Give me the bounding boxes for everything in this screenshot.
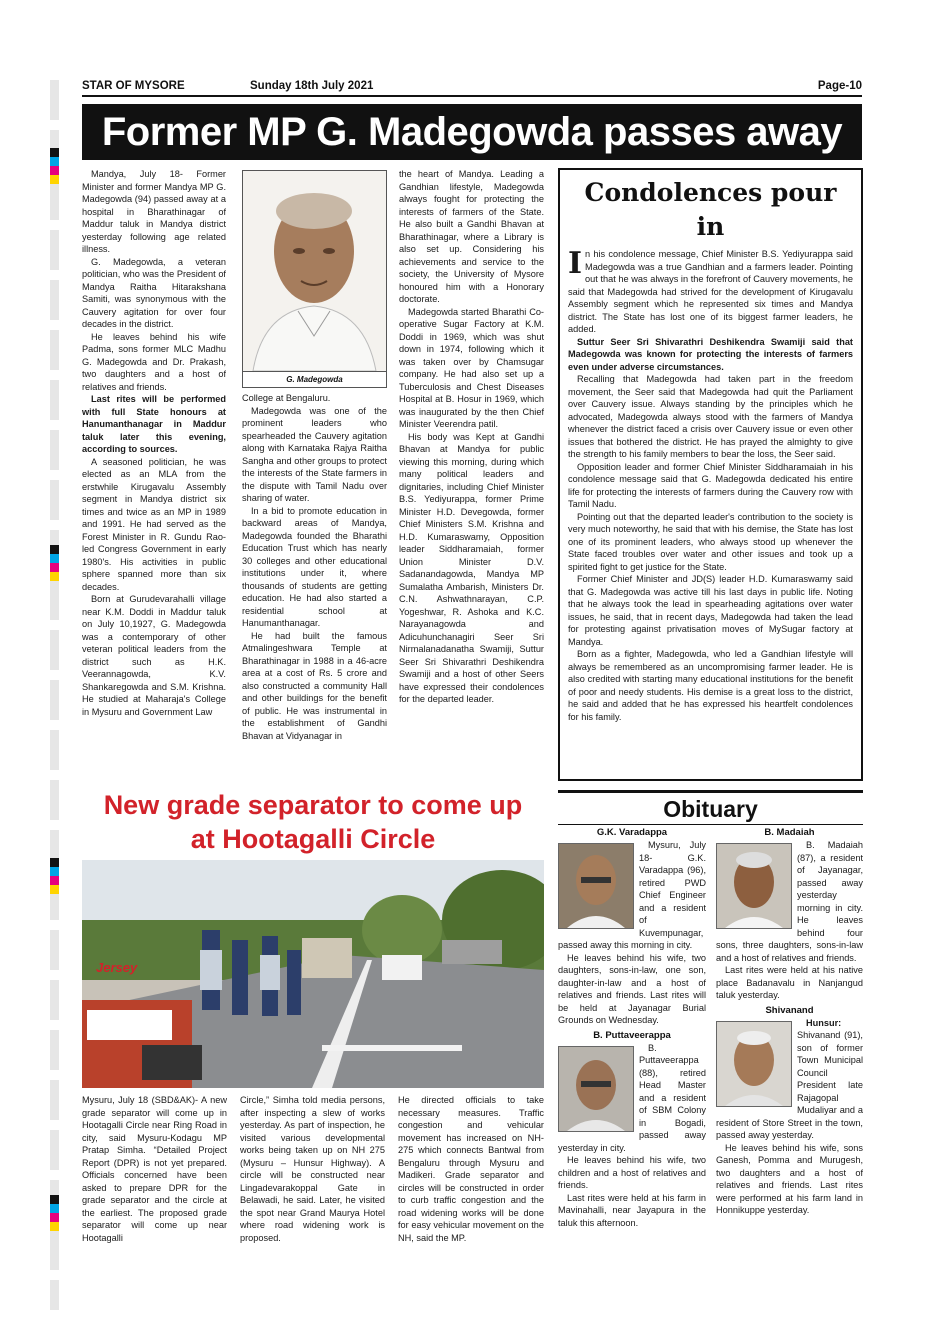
paragraph: He leaves behind his wife, two children and a host of relatives and friends. <box>558 1155 706 1190</box>
paragraph: A seasoned politician, he was elected as an MLA from the erstwhile Kirugavalu Assembly segment in Mandya district six times and twice as an MP in 1989 and 1991. He had served as the Forest Minister in R. Gundu Rao-led Congress Government in early 1980's. His activities in public sphere spanned more than six decades. <box>82 456 226 592</box>
article-column-1 <box>82 168 226 778</box>
main-headline: Former MP G. Madegowda passes away <box>82 104 862 160</box>
photo-caption: G. Madegowda <box>243 371 386 388</box>
paragraph: He leaves behind his wife Padma, sons former MLC Madhu G. Madegowda and Dr. Prakash, two daughters and a host of relatives and friends. <box>82 331 226 392</box>
grade-column-1 <box>82 1094 227 1266</box>
paragraph: College at Bengaluru. <box>242 393 331 403</box>
obituary-entry <box>558 1042 706 1230</box>
obituary-name: G.K. Varadappa <box>596 827 668 838</box>
obituary-column-right <box>716 826 863 1266</box>
article-column-3 <box>399 168 544 784</box>
paragraph: He leaves behind his wife, sons Ganesh, Pomma and Murugesh, two daughters and a host of relatives and friends. Last rites were performed at his farm land in Honnikuppe yesterday. <box>716 1142 863 1215</box>
drop-cap: I <box>568 248 583 281</box>
cmyk-block <box>50 858 59 894</box>
paragraph: Last rites were held at his farm in Mavinahalli, near Jayapura in the taluk this afternoon. <box>558 1192 706 1228</box>
paragraph: Born as a fighter, Madegowda, who led a Gandhian lifestyle will always be remembered as an uncompromising farmer leader. He is also credited with starting many educational institutions for the benefit of poor and needy students. His demise is a great loss to the district, he said and added that he has expressed his heartfelt condolences for his family. <box>568 649 853 722</box>
paragraph: n his condolence message, Chief Minister B.S. Yediyurappa said Madegowda was a true Gandhian and a farmers leader. Pointing out that he was always in the forefront of Cauvery movements, he said that Madegowda had strived for the development of Kirugavalu Assembly segment which he represented six times and Mandya district. The State has lost one of its biggest farmer leaders, he added. <box>568 249 853 334</box>
paragraph: G. Madegowda, a veteran politician, who was the President of Mandya Raitha Hitarakshana Samiti, was synonymous with the Cauvery agitation for over four decades in the district. <box>82 256 226 329</box>
paragraph: Suttur Seer Sri Shivarathri Deshikendra Swamiji said that Madegowda was known for protecting the interests of farmers even under adverse circumstances. <box>568 336 853 372</box>
condolences-text <box>568 248 853 803</box>
paragraph: Recalling that Madegowda had taken part in the freedom movement, the Seer said that Madegowda had quit the Parliament over Cauvery issue. Always standing by the principles which he advocated, Madegowda always stood with the farmers of Mandya whenever the district faced a crisis over Cauvery issue or even other issues that bothered the district. He has prayed the almighty to give the strength to his family members to bear the loss, the Seer said. <box>568 374 853 459</box>
page-number: Page-10 <box>817 80 862 92</box>
obituary-entry <box>716 839 863 1002</box>
cmyk-block <box>50 545 59 581</box>
print-registration-strip <box>50 80 59 1310</box>
paragraph: He had built the famous Atmalingeshwara Temple at Bharathinagar in 1988 in a 46-acre area at a cost of Rs. 5 crore and also constructed a community Hall and other buildings for the benefit of public. He was instrumental in the establishment of Gandhi Bhavan at Vidyanagar in <box>242 630 387 741</box>
obituary-name: Shivanand <box>765 1004 814 1016</box>
dateline: Hunsur: <box>806 1017 842 1028</box>
condolences-box <box>558 168 863 781</box>
paragraph: Madegowda started Bharathi Co-operative Sugar Factory at K.M. Doddi in 1969, which was shut down in 1974, following which it was taken over by Chamsugar company. He had also set up a Tuberculosis and Chest Diseases Hospital at B. Hosur in 1969, which was inaugurated by the then Chief Minister Veerendra patil. <box>399 306 544 429</box>
shivanand-photo <box>716 1021 792 1107</box>
paragraph: Last rites were held at his native place Badanavalu in Nanjangud taluk yesterday. <box>716 965 863 1000</box>
cmyk-block <box>50 148 59 184</box>
paragraph: B. Madaiah (87), a resident of Jayanagar, passed away yesterday morning in city. He leaves behind four sons, three daughters, sons-in-law and a host of relatives and friends. <box>716 840 863 963</box>
paragraph: Mysuru, July 18 (SBD&AK)- A new grade separator will come up in Hootagalli Circle near Ring Road in city, said Mysuru-Kodagu MP Pratap Simha. “Detailed Project Report (DPR) is not yet prepared. Officials concerned have been asked to prepare DPR for the grade separator and the circle at the earliest. The proposed grade separator will come up near Hootagalli <box>82 1095 227 1243</box>
puttaveerappa-photo <box>558 1046 634 1132</box>
obituary-text: Shivanand (91), son of former Town Municipal Council President late Rajagopal Mudaliyar and a resident of Store Street in the town, passed away yesterday. <box>716 1030 863 1140</box>
issue-date: Sunday 18th July 2021 <box>250 80 374 92</box>
paragraph: the heart of Mandya. Leading a Gandhian lifestyle, Madegowda always fought for protecting the interests of farmers of the State. He also built a Gandhi Bhavan at Bharathinagar, where a Library is also set up. Considering his achievements and service to the society, the University of Mysore honoured him with a Honorary doctorate. <box>399 169 544 304</box>
paragraph: In a bid to promote education in backward areas of Mandya, Madegowda founded the Bharathi Education Trust which has nearly 30 colleges and other educational institutions under it, where thousands of students are getting education. He had also started a residential school at Hanumanthanagar. <box>242 505 387 628</box>
paragraph: Pointing out that the departed leader's contribution to the society is very much noteworthy, he said that with his demise, the State has lost one of its prominent leaders, who always stood up whenever the State faced troubles over water and other issues and took up a spirited fight to get justice for the State. <box>568 511 853 572</box>
condolences-title: Condolences pour in <box>584 178 837 241</box>
paragraph: Mysuru, July 18- G.K. Varadappa (96), retired PWD Chief Engineer and a resident of Kuvempunagar, passed away this morning in city. <box>558 840 706 950</box>
grade-column-3 <box>398 1094 544 1266</box>
paragraph: Born at Gurudevarahalli village near K.M. Doddi in Maddur taluk on July 10,1927, G. Madegowda was a contemporary of other veteran political leaders from the district such as H.K. Veerannagowda, K.V. Shankaregowda and S.M. Krishna. He studied at Maharaja's College in Mysuru and Government Law <box>82 594 226 717</box>
paragraph: Circle,” Simha told media persons, after inspecting a slew of works yesterday. As part of inspection, he visited various developmental works being taken up on NH 275 (Mysuru – Hunsur Highway). A circle will be constructed near Lingadevarakoppal Gate in Belawadi, he said. Later, he visited the spot near Grand Maurya Hotel where road widening work is proposed. <box>240 1095 385 1243</box>
road-scene-illustration <box>82 860 544 1088</box>
shop-signboard: Jersey <box>96 960 138 975</box>
masthead-name: STAR OF MYSORE <box>82 80 185 92</box>
paragraph: Mandya, July 18- Former Minister and former Mandya MP G. Madegowda (94) passed away at a hospital in Bharathinagar of Maddur taluk in Mandya district yesterday following age related illness. <box>82 169 226 254</box>
madegowda-photo-frame <box>242 170 387 388</box>
grade-headline-line2: at Hootagalli Circle <box>190 824 436 854</box>
paragraph: Former Chief Minister and JD(S) leader H.D. Kumaraswamy said that G. Madegowda was active till his last days in public life. Noting that he always took the lead in spearheading agitations over water issues, he said, that in recent days, Madegowda had taken the lead for protesting against privatisation moves of MySugar factory at Mandya. <box>568 574 853 647</box>
cmyk-block <box>50 1195 59 1231</box>
obituary-rule <box>558 790 863 793</box>
obituary-entry <box>558 839 706 1027</box>
paragraph: He directed officials to take necessary measures. Traffic congestion and vehicular movement has increased on NH-275 which connects Bantwal from Bengaluru through Mysuru and Madikeri. Grade separator and circles will be constructed in order to curb traffic congestion and the road widening works will be done for easy vehicular movement on the NH, said the MP. <box>398 1095 544 1243</box>
madegowda-portrait <box>243 171 386 371</box>
grade-separator-photo <box>82 860 544 1088</box>
obituary-entry <box>716 1017 863 1217</box>
paragraph: Last rites will be performed with full State honours at Hanumanthanagar in Maddur taluk later this evening, according to sources. <box>82 394 226 454</box>
varadappa-photo <box>558 843 634 929</box>
paragraph: Madegowda was one of the prominent leaders who spearheaded the Cauvery agitation along with Karnataka Rajya Raitha Sangha and other groups to protect the interests of the State farmers in the dispute with Tamil Nadu over sharing of water. <box>242 405 387 503</box>
paragraph: He leaves behind his wife, two daughters, sons-in-law, one son, daughter-in-law and a host of relatives and friends. Last rites will be held at Jayanagar Burial Grounds on Wednesday. <box>558 952 706 1025</box>
header-rule <box>82 95 862 97</box>
grade-column-2 <box>240 1094 385 1266</box>
paragraph: His body was Kept at Gandhi Bhavan at Mandya for public viewing this morning, during which many political leaders and dignitaries, including Chief Minister B.S. Yediyurappa, former Prime Minister H.D. Devegowda, former Chief Ministers S.M. Krishna and H.D. Kumaraswamy, Opposition leader Siddharamaiah, former Union Minister D.V. Sadanandagowda, Mandya MP Sumalatha Ambarish, Ministers Dr. C.N. Ashwathnarayan, C.P. Yogeshwar, R. Ashoka and K.C. Narayanagowda and Adicuhunchanagiri Seer Sri Nirmalanadanatha Swamiji, Suttur Seer Sri Shivarathri Deshikendra Swamiji and a host of other Seers have expressed their condolences for the departed leader. <box>399 431 544 704</box>
article-column-2 <box>242 392 387 784</box>
obituary-column-left <box>558 826 706 1266</box>
obituary-name: B. Puttaveerappa <box>593 1029 671 1041</box>
obituary-name: B. Madaiah <box>764 827 815 838</box>
madaiah-photo <box>716 843 792 929</box>
obituary-title: Obituary <box>558 794 863 825</box>
grade-headline-line1: New grade separator to come up <box>103 790 523 820</box>
paragraph: B. Puttaveerappa (88), retired Head Master and a resident of SBM Colony in Bogadi, passed away yesterday in city. <box>558 1042 706 1153</box>
paragraph: Opposition leader and former Chief Minister Siddharamaiah in his condolence message said that G. Madegowda dedicated his entire life for protecting the interests of farmers during the Cauvery row with Tamil Nadu. <box>568 461 853 509</box>
